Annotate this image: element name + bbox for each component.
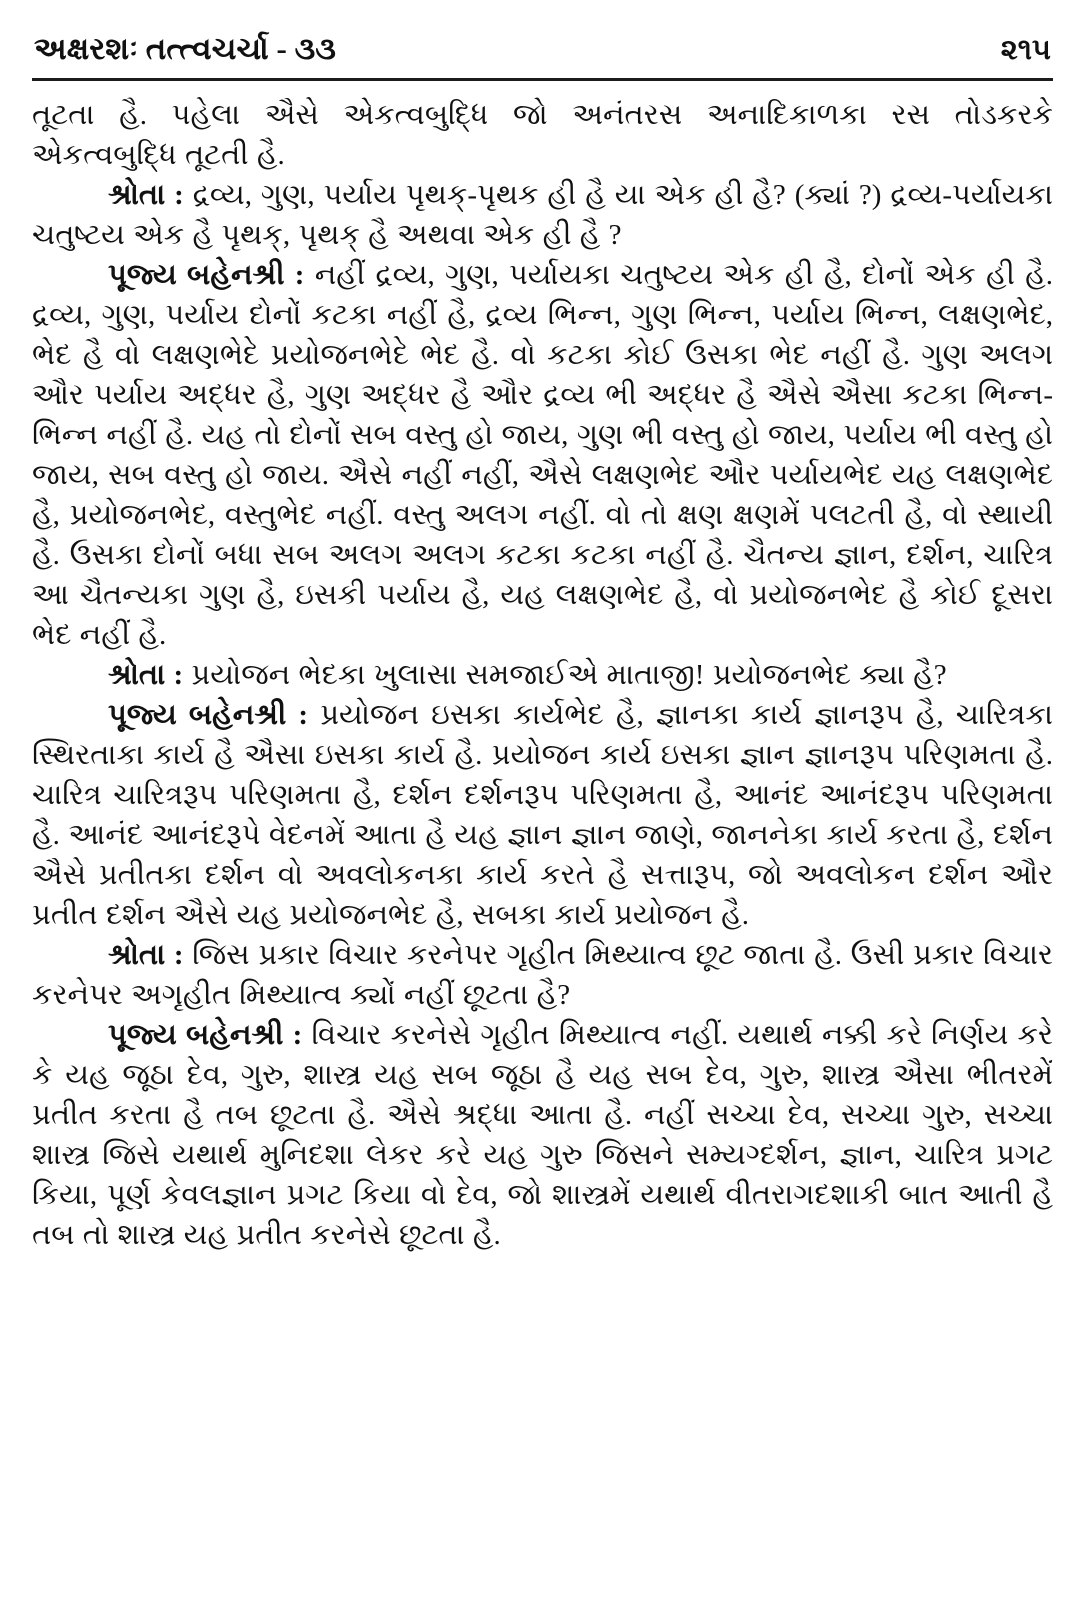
speaker-label: પૂજ્ય બહેનશ્રી : bbox=[108, 698, 309, 731]
paragraph: તૂટતા હૈ. પહેલા ઐસે એકત્વબુદ્ધિ જો અનંતરસ અનાદિકાળકા રસ તોડકરકે એકત્વબુદ્ધિ તૂટતી હૈ. bbox=[32, 98, 1053, 171]
paragraph: પૂજ્ય બહેનશ્રી : વિચાર કરનેસે ગૃહીત મિથ્યાત્વ નહીં. યથાર્થ નક્કી કરે નિર્ણય કરે કે યહ જૂઠા દેવ, ગુરુ, શાસ્ત્ર યહ સબ જૂઠા હૈ યહ સબ દેવ, ગુરુ, શાસ્ત્ર ઐસા ભીતરમેં પ્રતીત કરતા હૈ તબ છૂટતા હૈ. ઐસે શ્રદ્ધા આતા હૈ. નહીં સચ્ચા દેવ, સચ્ચા ગુરુ, સચ્ચા શાસ્ત્ર જિસે યથાર્થ મુનિદશા લેકર કરે યહ ગુરુ જિસને સમ્યગ્દર્શન, જ્ઞાન, ચારિત્ર પ્રગટ કિયા, પૂર્ણ કેવલજ્ઞાન પ્રગટ કિયા વો દેવ, જો શાસ્ત્રમેં યથાર્થ વીતરાગદશાકી બાત આતી હૈ તબ તો શાસ્ત્ર યહ પ્રતીત કરનેસે છૂટતા હૈ. bbox=[32, 1018, 1054, 1251]
speaker-label: પૂજ્ય બહેનશ્રી : bbox=[108, 1018, 303, 1051]
speaker-label: શ્રોતા : bbox=[108, 658, 184, 691]
page-title: અક્ષરશઃ તત્ત્વચર્ચા - ૩૩ bbox=[34, 31, 336, 66]
page-header bbox=[32, 26, 1053, 76]
page-body bbox=[32, 95, 1053, 1255]
page-number: ૨૧૫ bbox=[1000, 34, 1051, 66]
speaker-label: શ્રોતા : bbox=[108, 178, 184, 211]
paragraph: પૂજ્ય બહેનશ્રી : નહીં દ્રવ્ય, ગુણ, પર્યાયકા ચતુષ્ટય એક હી હૈ, દોનોં એક હી હૈ. દ્રવ્ય, ગુણ, પર્યાય દોનોં કટકા નહીં હૈ, દ્રવ્ય ભિન્ન, ગુણ ભિન્ન, પર્યાય ભિન્ન, લક્ષણભેદ, ભેદ હૈ વો લક્ષણભેદે પ્રયોજનભેદે ભેદ હૈ. વો કટકા કોઈ ઉસકા ભેદ નહીં હૈ. ગુણ અલગ ઔર પર્યાય અદ્ધર હૈ, ગુણ અદ્ધર હૈ ઔર દ્રવ્ય ભી અદ્ધર હૈ ઐસે ઐસા કટકા ભિન્ન-ભિન્ન નહીં હૈ. યહ તો દોનોં સબ વસ્તુ હો જાય, ગુણ ભી વસ્તુ હો જાય, પર્યાય ભી વસ્તુ હો જાય, સબ વસ્તુ હો જાય. ઐસે નહીં નહીં, ઐસે લક્ષણભેદ ઔર પર્યાયભેદ યહ લક્ષણભેદ હૈ, પ્રયોજનભેદ, વસ્તુભેદ નહીં. વસ્તુ અલગ નહીં. વો તો ક્ષણ ક્ષણમેં પલટતી હૈ, વો સ્થાયી હૈ. ઉસકા દોનોં બધા સબ અલગ અલગ કટકા કટકા નહીં હૈ. ચૈતન્ય જ્ઞાન, દર્શન, ચારિત્ર આ ચૈતન્યકા ગુણ હૈ, ઇસકી પર્યાય હૈ, યહ લક્ષણભેદ હૈ, વો પ્રયોજનભેદ હૈ કોઈ દૂસરા ભેદ નહીં હૈ. bbox=[32, 258, 1054, 651]
speaker-label: પૂજ્ય બહેનશ્રી : bbox=[108, 258, 305, 291]
header-rule bbox=[32, 78, 1053, 81]
paragraph: શ્રોતા : જિસ પ્રકાર વિચાર કરનેપર ગૃહીત મિથ્યાત્વ છૂટ જાતા હૈ. ઉસી પ્રકાર વિચાર કરનેપર અગૃહીત મિથ્યાત્વ ક્યોં નહીં છૂટતા હૈ? bbox=[32, 938, 1054, 1011]
speaker-label: શ્રોતા : bbox=[108, 938, 184, 971]
paragraph: શ્રોતા : દ્રવ્ય, ગુણ, પર્યાય પૃથક્-પૃથક હી હૈ યા એક હી હૈ? (ક્યાં ?) દ્રવ્ય-પર્યાયકા ચતુષ્ટય એક હૈ પૃથક્, પૃથક્ હૈ અથવા એક હી હૈ ? bbox=[32, 178, 1054, 251]
paragraph: શ્રોતા : પ્રયોજન ભેદકા ખુલાસા સમજાઈએ માતાજી! પ્રયોજનભેદ ક્યા હૈ? bbox=[108, 658, 947, 691]
paragraph: પૂજ્ય બહેનશ્રી : પ્રયોજન ઇસકા કાર્યભેદ હૈ, જ્ઞાનકા કાર્ય જ્ઞાનરૂપ હૈ, ચારિત્રકા સ્થિરતાકા કાર્ય હૈ ઐસા ઇસકા કાર્ય હૈ. પ્રયોજન કાર્ય ઇસકા જ્ઞાન જ્ઞાનરૂપ પરિણમતા હૈ. ચારિત્ર ચારિત્રરૂપ પરિણમતા હૈ, દર્શન દર્શનરૂપ પરિણમતા હૈ, આનંદ આનંદરૂપ પરિણમતા હૈ. આનંદ આનંદરૂપે વેદનમેં આતા હૈ યહ જ્ઞાન જ્ઞાન જાણે, જાનનેકા કાર્ય કરતા હૈ, દર્શન ઐસે પ્રતીતકા દર્શન વો અવલોકનકા કાર્ય કરતે હૈ સત્તારૂપ, જો અવલોકન દર્શન ઔર પ્રતીત દર્શન ઐસે યહ પ્રયોજનભેદ હૈ, સબકા કાર્ય પ્રયોજન હૈ. bbox=[32, 698, 1053, 931]
